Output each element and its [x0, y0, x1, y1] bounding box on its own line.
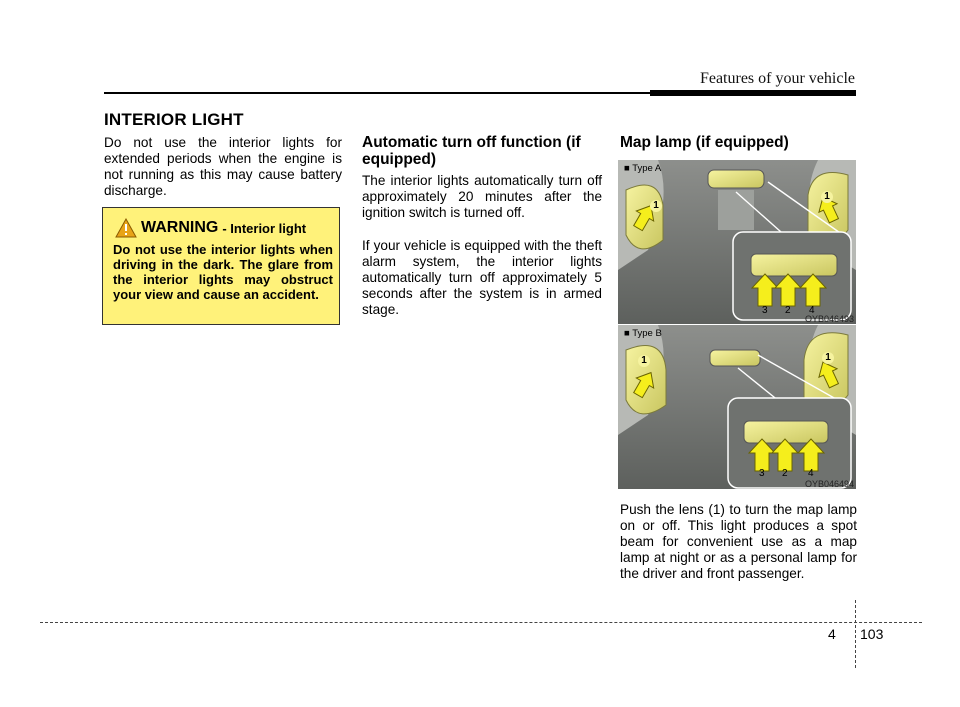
section-title: INTERIOR LIGHT [104, 110, 244, 129]
auto-off-paragraph-2: If your vehicle is equipped with the theft alarm system, the interior lights automatically turn off approximately 5 seconds after the system is in armed stage. [362, 238, 602, 317]
warning-subtitle: - Interior light [222, 220, 307, 236]
chapter-number: 4 [828, 626, 836, 642]
type-b-illustration [618, 325, 856, 489]
callout-1-right: 1 [821, 191, 833, 203]
map-lamp-paragraph: Push the lens (1) to turn the map lamp on or off. This light produces a spot beam for convenient use as a map lamp at night or as a personal lamp for the driver and front passenger. [620, 502, 857, 581]
callout-1-left: 1 [650, 200, 662, 212]
callout-2: 2 [785, 305, 791, 316]
callout-4: 4 [808, 468, 814, 479]
warning-triangle-icon [115, 218, 137, 238]
warning-header [115, 218, 306, 238]
callout-3: 3 [762, 305, 768, 316]
callout-1-left: 1 [638, 355, 650, 367]
callout-2: 2 [782, 468, 788, 479]
footer-divider [855, 600, 856, 668]
map-lamp-figure-type-b [618, 325, 856, 489]
map-lamp-heading: Map lamp (if equipped) [620, 134, 789, 151]
footer-rule [40, 622, 922, 623]
warning-text: Do not use the interior lights when driving in the dark. The glare from the interior lights may obstruct your view and cause an accident. [113, 242, 333, 302]
callout-3: 3 [759, 468, 765, 479]
warning-word: WARNING [141, 219, 219, 236]
callout-1-right: 1 [822, 352, 834, 364]
auto-off-paragraph-1: The interior lights automatically turn off approximately 20 minutes after the ignition switch is turned off. [362, 173, 602, 220]
header-rule-accent [650, 90, 856, 96]
running-header: Features of your vehicle [699, 70, 855, 87]
figure-code-a: OYB046493 [804, 314, 854, 324]
intro-paragraph: Do not use the interior lights for extended periods when the engine is not running as this may cause battery discharge. [104, 135, 342, 198]
auto-off-heading: Automatic turn off function (if equipped) [362, 134, 581, 168]
type-b-label: ■ Type B [624, 328, 662, 339]
type-a-illustration [618, 160, 856, 324]
figure-code-b: OYB046494 [804, 479, 854, 489]
callout-4: 4 [809, 305, 815, 316]
map-lamp-figure-type-a [618, 160, 856, 324]
page-number: 103 [860, 626, 884, 642]
type-a-label: ■ Type A [624, 163, 662, 174]
warning-box [102, 207, 340, 325]
